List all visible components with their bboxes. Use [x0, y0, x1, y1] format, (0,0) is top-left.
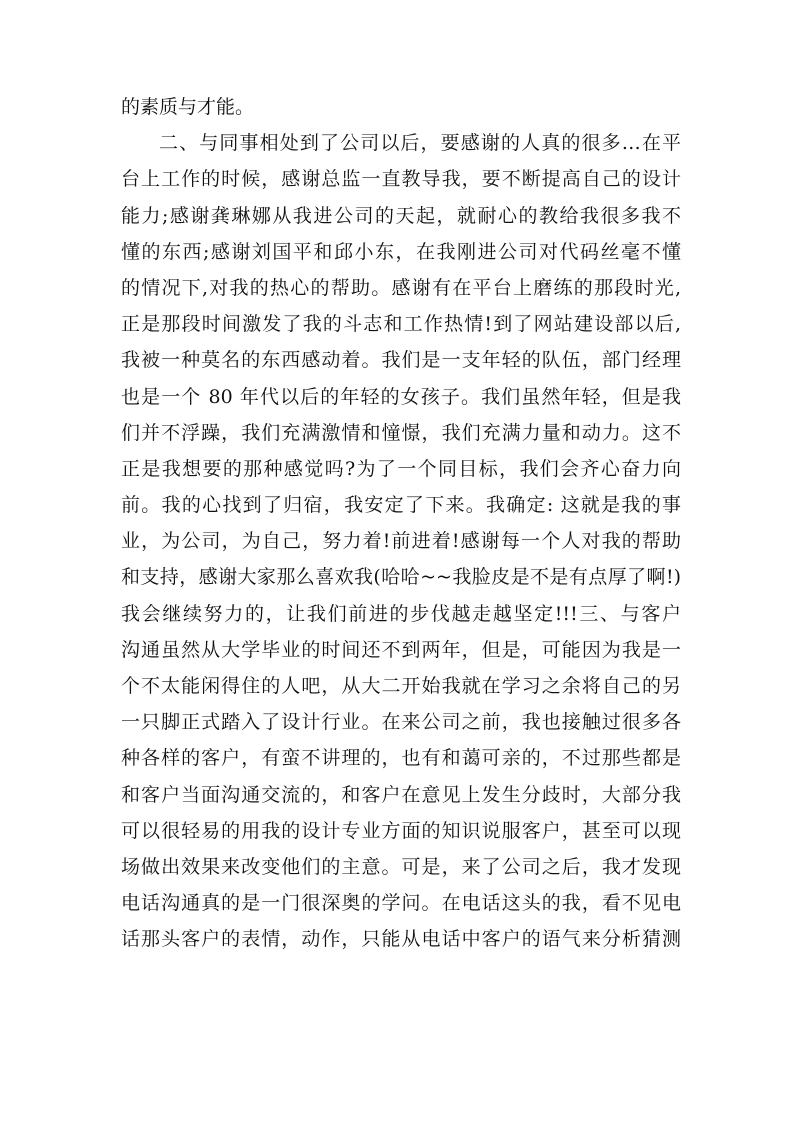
text-line: 也是一个 80 年代以后的年轻的女孩子。我们虽然年轻，但是我	[121, 385, 681, 408]
text-line: 们并不浮躁，我们充满激情和憧憬，我们充满力量和动力。这不	[121, 421, 681, 444]
text-line: 话那头客户的表情，动作，只能从电话中客户的语气来分析猜测	[121, 928, 681, 951]
text-line: 正是那段时间激发了我的斗志和工作热情!到了网站建设部以后,	[121, 313, 681, 336]
text-line: 我会继续努力的，让我们前进的步伐越走越坚定!!!三、与客户	[121, 602, 681, 625]
text-line: 沟通虽然从大学毕业的时间还不到两年，但是，可能因为我是一	[121, 638, 681, 661]
text-line: 可以很轻易的用我的设计专业方面的知识说服客户，甚至可以现	[121, 819, 681, 842]
text-line: 前。我的心找到了归宿，我安定了下来。我确定: 这就是我的事	[121, 494, 681, 517]
text-line: 台上工作的时候，感谢总监一直教导我，要不断提高自己的设计	[121, 168, 681, 191]
text-line: 能力;感谢龚琳娜从我进公司的天起，就耐心的教给我很多我不	[121, 204, 681, 227]
text-line: 我被一种莫名的东西感动着。我们是一支年轻的队伍，部门经理	[121, 349, 681, 372]
text-line: 和支持，感谢大家那么喜欢我(哈哈~~我脸皮是不是有点厚了啊!)	[121, 566, 681, 589]
text-line: 一只脚正式踏入了设计行业。在来公司之前，我也接触过很多各	[121, 711, 681, 734]
text-line: 的情况下,对我的热心的帮助。感谢有在平台上磨练的那段时光,	[121, 276, 681, 299]
text-line: 业，为公司，为自己，努力着!前进着!感谢每一个人对我的帮助	[121, 530, 681, 553]
text-line: 电话沟通真的是一门很深奥的学问。在电话这头的我，看不见电	[121, 892, 681, 915]
text-line: 二、与同事相处到了公司以后，要感谢的人真的很多…在平	[159, 132, 681, 155]
text-line: 正是我想要的那种感觉吗?为了一个同目标，我们会齐心奋力向	[121, 457, 681, 480]
body-text	[121, 89, 681, 958]
text-line: 场做出效果来改变他们的主意。可是，来了公司之后，我才发现	[121, 855, 681, 878]
text-line: 种各样的客户，有蛮不讲理的，也有和蔼可亲的，不过那些都是	[121, 747, 681, 770]
text-line: 懂的东西;感谢刘国平和邱小东，在我刚进公司对代码丝毫不懂	[121, 240, 681, 263]
text-line: 个不太能闲得住的人吧，从大二开始我就在学习之余将自己的另	[121, 675, 681, 697]
text-line: 和客户当面沟通交流的，和客户在意见上发生分歧时，大部分我	[121, 783, 681, 806]
text-line: 的素质与才能。	[121, 96, 255, 118]
